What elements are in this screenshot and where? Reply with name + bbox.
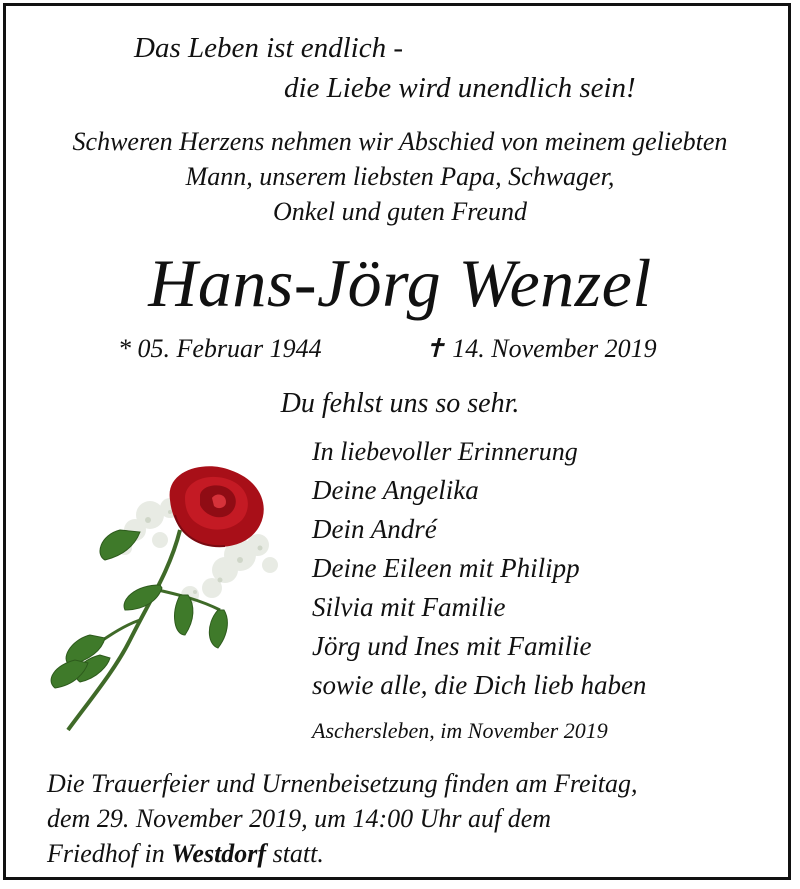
funeral-line-3 bbox=[47, 836, 767, 871]
quote-line-1: Das Leben ist endlich - bbox=[134, 32, 404, 64]
death-date: ✝ 14. November 2019 bbox=[424, 334, 657, 363]
family-member: Deine Eileen mit Philipp bbox=[312, 553, 580, 583]
funeral-line-3-pre: Friedhof in bbox=[47, 839, 172, 868]
place-date: Aschersleben, im November 2019 bbox=[312, 718, 608, 743]
funeral-line-3-post: statt. bbox=[266, 839, 324, 868]
quote-line-2: die Liebe wird unendlich sein! bbox=[284, 72, 636, 104]
family-member: Silvia mit Familie bbox=[312, 592, 506, 622]
family-member: Dein André bbox=[312, 514, 437, 544]
family-list bbox=[312, 432, 646, 705]
intro-text bbox=[30, 124, 770, 229]
family-lead: In liebevoller Erinnerung bbox=[312, 437, 578, 466]
family-member: Deine Angelika bbox=[312, 475, 479, 505]
funeral-details bbox=[47, 766, 767, 871]
funeral-location: Westdorf bbox=[171, 839, 267, 868]
funeral-line-2: dem 29. November 2019, um 14:00 Uhr auf dem bbox=[47, 804, 552, 833]
intro-line-2: Mann, unserem liebsten Papa, Schwager, bbox=[185, 162, 615, 191]
red-rose-icon bbox=[30, 460, 290, 740]
intro-line-3: Onkel und guten Freund bbox=[273, 197, 527, 226]
family-member: Jörg und Ines mit Familie bbox=[312, 631, 592, 661]
funeral-line-1: Die Trauerfeier und Urnenbeisetzung finden am Freitag, bbox=[47, 769, 638, 798]
birth-date: * 05. Februar 1944 bbox=[118, 334, 322, 363]
missing-text: Du fehlst uns so sehr. bbox=[280, 388, 520, 419]
family-member: sowie alle, die Dich lieb haben bbox=[312, 670, 647, 700]
deceased-name: Hans-Jörg Wenzel bbox=[148, 245, 652, 321]
intro-line-1: Schweren Herzens nehmen wir Abschied von meinem geliebten bbox=[72, 127, 728, 156]
